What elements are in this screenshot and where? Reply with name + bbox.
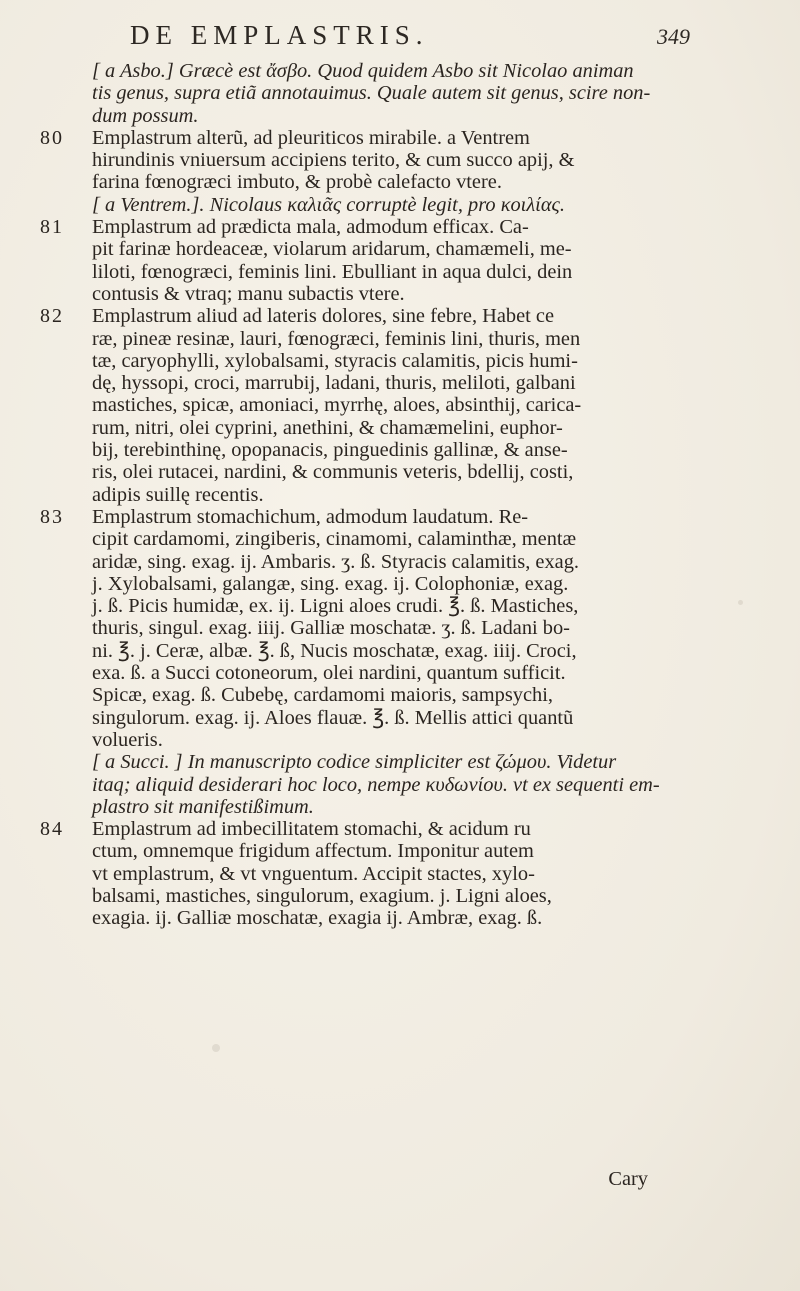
recipe-paragraph (40, 216, 780, 305)
text-line: bij, terebinthinę, opopanacis, pinguedinis gallinæ, & anse- (92, 439, 568, 462)
text-line: volueris. (92, 728, 163, 751)
text-line: Spicæ, exag. ß. Cubebę, cardamomi maioris, sampsychi, (92, 684, 553, 707)
text-line: hirundinis vniuersum accipiens terito, & cum succo apij, & (92, 149, 575, 172)
recipe-number: 82 (40, 305, 64, 328)
text-line: ris, olei rutacei, nardini, & communis veteris, bdellij, costi, (92, 461, 574, 484)
text-line: tæ, caryophylli, xylobalsami, styracis calamitis, picis humi- (92, 349, 578, 372)
text-line: Emplastrum ad prædicta mala, admodum efficax. Ca- (92, 216, 529, 239)
text-line: exa. ß. a Succi cotoneorum, olei nardini, quantum sufficit. (92, 662, 566, 685)
recipe-paragraph (40, 818, 780, 929)
text-line: pit farinæ hordeaceæ, violarum aridarum, chamæmeli, me- (92, 238, 572, 261)
catchword: Cary (608, 1168, 648, 1190)
recipe-number: 83 (40, 505, 64, 528)
text-line: j. ß. Picis humidæ, ex. ij. Ligni aloes crudi. ℥. ß. Mastiches, (92, 595, 579, 618)
text-line: adipis suillę recentis. (92, 483, 264, 506)
text-line: cipit cardamomi, zingiberis, cinamomi, calaminthæ, mentæ (92, 528, 577, 551)
recipe-number: 84 (40, 818, 64, 841)
text-line: itaq; aliquid desiderari hoc loco, nempe κυδωνίου. vt ex sequenti em- (92, 773, 660, 796)
text-line: thuris, singul. exag. iiij. Galliæ moschatæ. ʒ. ß. Ladani bo- (92, 617, 570, 640)
text-line: balsami, mastiches, singulorum, exagium. j. Ligni aloes, (92, 884, 552, 907)
text-line: [ a Ventrem.]. Nicolaus καλιᾶς corruptè legit, pro κοιλίας. (92, 193, 565, 216)
annotation-paragraph (40, 194, 780, 216)
text-line: mastiches, spicæ, amoniaci, myrrhę, aloes, absinthij, carica- (92, 394, 582, 417)
annotation-paragraph (40, 60, 780, 127)
page-header (130, 20, 690, 51)
text-line: Emplastrum stomachichum, admodum laudatum. Re- (92, 505, 529, 528)
text-line: dę, hyssopi, croci, marrubij, ladani, thuris, meliloti, galbani (92, 372, 576, 395)
paper-foxing-spot (212, 1044, 220, 1052)
running-head: DE EMPLASTRIS. (130, 20, 429, 50)
text-line: liloti, fœnogræci, feminis lini. Ebulliant in aqua dulci, dein (92, 260, 573, 283)
text-line: Emplastrum alterũ, ad pleuriticos mirabile. a Ventrem (92, 126, 530, 149)
text-line: ræ, pineæ resinæ, lauri, fœnogræci, feminis lini, thuris, men (92, 327, 581, 350)
text-line: farina fœnogræci imbuto, & probè calefacto vtere. (92, 171, 502, 194)
recipe-number: 80 (40, 126, 64, 149)
text-line: exagia. ij. Galliæ moschatæ, exagia ij. Ambræ, exag. ß. (92, 907, 543, 930)
recipe-paragraph (40, 127, 780, 194)
text-line: tis genus, supra etiã annotauimus. Quale autem sit genus, scire non- (92, 82, 651, 105)
text-line: [ a Succi. ] In manuscripto codice simpliciter est ζώμου. Videtur (92, 751, 617, 774)
text-line: ni. ℥. j. Ceræ, albæ. ℥. ß, Nucis moschatæ, exag. iiij. Croci, (92, 639, 577, 662)
text-line: Emplastrum ad imbecillitatem stomachi, & acidum ru (92, 818, 531, 841)
text-block (40, 60, 780, 930)
recipe-paragraph (40, 506, 780, 751)
text-line: contusis & vtraq; manu subactis vtere. (92, 282, 405, 305)
text-line: vt emplastrum, & vt vnguentum. Accipit stactes, xylo- (92, 862, 535, 885)
text-line: aridæ, sing. exag. ij. Ambaris. ʒ. ß. Styracis calamitis, exag. (92, 550, 580, 573)
page-number: 349 (657, 24, 690, 49)
text-line: j. Xylobalsami, galangæ, sing. exag. ij. Colophoniæ, exag. (92, 572, 569, 595)
text-line: ctum, omnemque frigidum affectum. Imponitur autem (92, 840, 534, 863)
text-line: Emplastrum aliud ad lateris dolores, sine febre, Habet ce (92, 305, 555, 328)
annotation-paragraph (40, 751, 780, 818)
text-line: dum possum. (92, 104, 199, 127)
text-line: plastro sit manifestißimum. (92, 795, 314, 818)
text-line: singulorum. exag. ij. Aloes flauæ. ℥. ß. Mellis attici quantũ (92, 706, 574, 729)
recipe-paragraph (40, 305, 780, 506)
recipe-number: 81 (40, 216, 64, 239)
text-line: rum, nitri, olei cyprini, anethini, & chamæmelini, euphor- (92, 416, 563, 439)
text-line: [ a Asbo.] Græcè est ἄσβο. Quod quidem Asbo sit Nicolao animan (92, 60, 634, 82)
